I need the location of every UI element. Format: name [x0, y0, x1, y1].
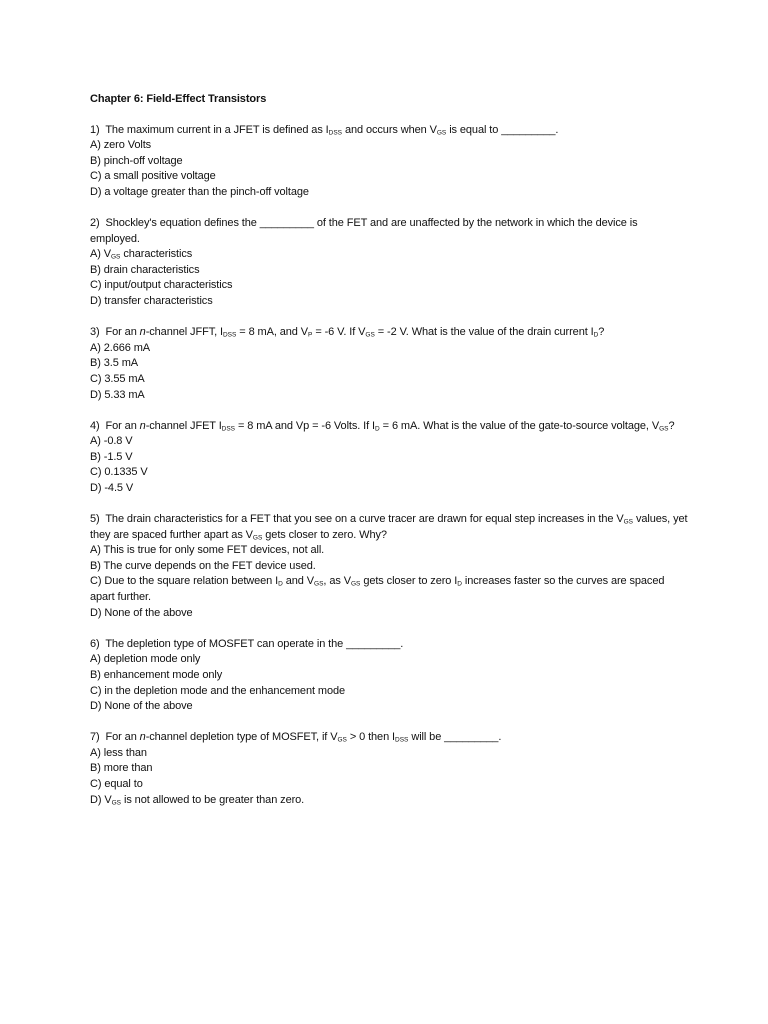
- option-a: A) This is true for only some FET devices, not all.: [90, 544, 325, 557]
- option-d: D) $V_{GS}$ is not allowed to be greater than zero.: [90, 793, 305, 807]
- question-stem: 5) The drain characteristics for a FET that you see on a curve tracer are drawn for equal step increases in the $V_{GS}$ values, yet they are spaced further apart as $V_{GS}$ gets closer to zero. Why?: [90, 513, 688, 542]
- chapter-title: Chapter 6: Field-Effect Transistors: [90, 93, 267, 105]
- document-page: [90, 92, 690, 824]
- option-a: A) $V_{GS}$ characteristics: [90, 248, 193, 261]
- question-3: [90, 325, 690, 403]
- option-c: C) in the depletion mode and the enhancement mode: [90, 684, 345, 697]
- question-stem: 6) The depletion type of MOSFET can operate in the _________.: [90, 637, 404, 650]
- option-c: C) Due to the square relation between $I_D$ and $V_{GS}$, as $V_{GS}$ gets closer to zero $I_D$ increases faster so the curves are spaced apart further.: [90, 575, 665, 604]
- option-a: A) 2.666 mA: [90, 341, 151, 354]
- question-1: [90, 123, 690, 201]
- option-b: B) -1.5 V: [90, 450, 133, 463]
- option-d: D) 5.33 mA: [90, 388, 145, 401]
- option-b: B) pinch-off voltage: [90, 154, 183, 167]
- question-stem: 3) For an n-channel JFFT, $I_{DSS} = 8$ mA, and $V_P = -6$ V. If $V_{GS} = -2$ V. What is the value of the drain current $I_D$?: [90, 326, 605, 339]
- option-d: D) a voltage greater than the pinch-off voltage: [90, 185, 309, 198]
- option-c: C) equal to: [90, 777, 143, 790]
- question-2: [90, 216, 690, 310]
- option-c: C) 3.55 mA: [90, 372, 145, 385]
- option-d: D) -4.5 V: [90, 481, 134, 494]
- question-4: [90, 419, 690, 497]
- option-b: B) 3.5 mA: [90, 357, 139, 370]
- option-b: B) more than: [90, 762, 153, 775]
- option-a: A) less than: [90, 746, 147, 759]
- option-d: D) None of the above: [90, 700, 193, 713]
- question-7: [90, 730, 690, 808]
- option-b: B) enhancement mode only: [90, 668, 223, 681]
- option-a: A) zero Volts: [90, 139, 152, 152]
- question-6: [90, 637, 690, 715]
- option-d: D) transfer characteristics: [90, 295, 213, 308]
- option-c: C) input/output characteristics: [90, 279, 233, 292]
- option-d: D) None of the above: [90, 606, 193, 619]
- option-a: A) depletion mode only: [90, 653, 201, 666]
- question-stem: 2) Shockley's equation defines the _________ of the FET and are unaffected by the network in which the device is employed.: [90, 217, 638, 245]
- question-5: [90, 512, 690, 621]
- question-stem: 1) The maximum current in a JFET is defined as $I_{DSS}$ and occurs when $V_{GS}$ is equal to _________.: [90, 123, 559, 137]
- option-c: C) a small positive voltage: [90, 170, 216, 183]
- option-b: B) The curve depends on the FET device used.: [90, 559, 316, 572]
- option-c: C) 0.1335 V: [90, 466, 148, 479]
- question-stem: 4) For an n-channel JFET $I_{DSS} = 8$ mA and Vp = -6 Volts. If $I_D = 6$ mA. What is the value of the gate-to-source voltage, $V_{GS}$?: [90, 419, 675, 433]
- option-a: A) -0.8 V: [90, 435, 133, 448]
- question-stem: 7) For an n-channel depletion type of MOSFET, if $V_{GS} > 0$ then $I_{DSS}$ will be _________.: [90, 731, 502, 744]
- option-b: B) drain characteristics: [90, 263, 200, 276]
